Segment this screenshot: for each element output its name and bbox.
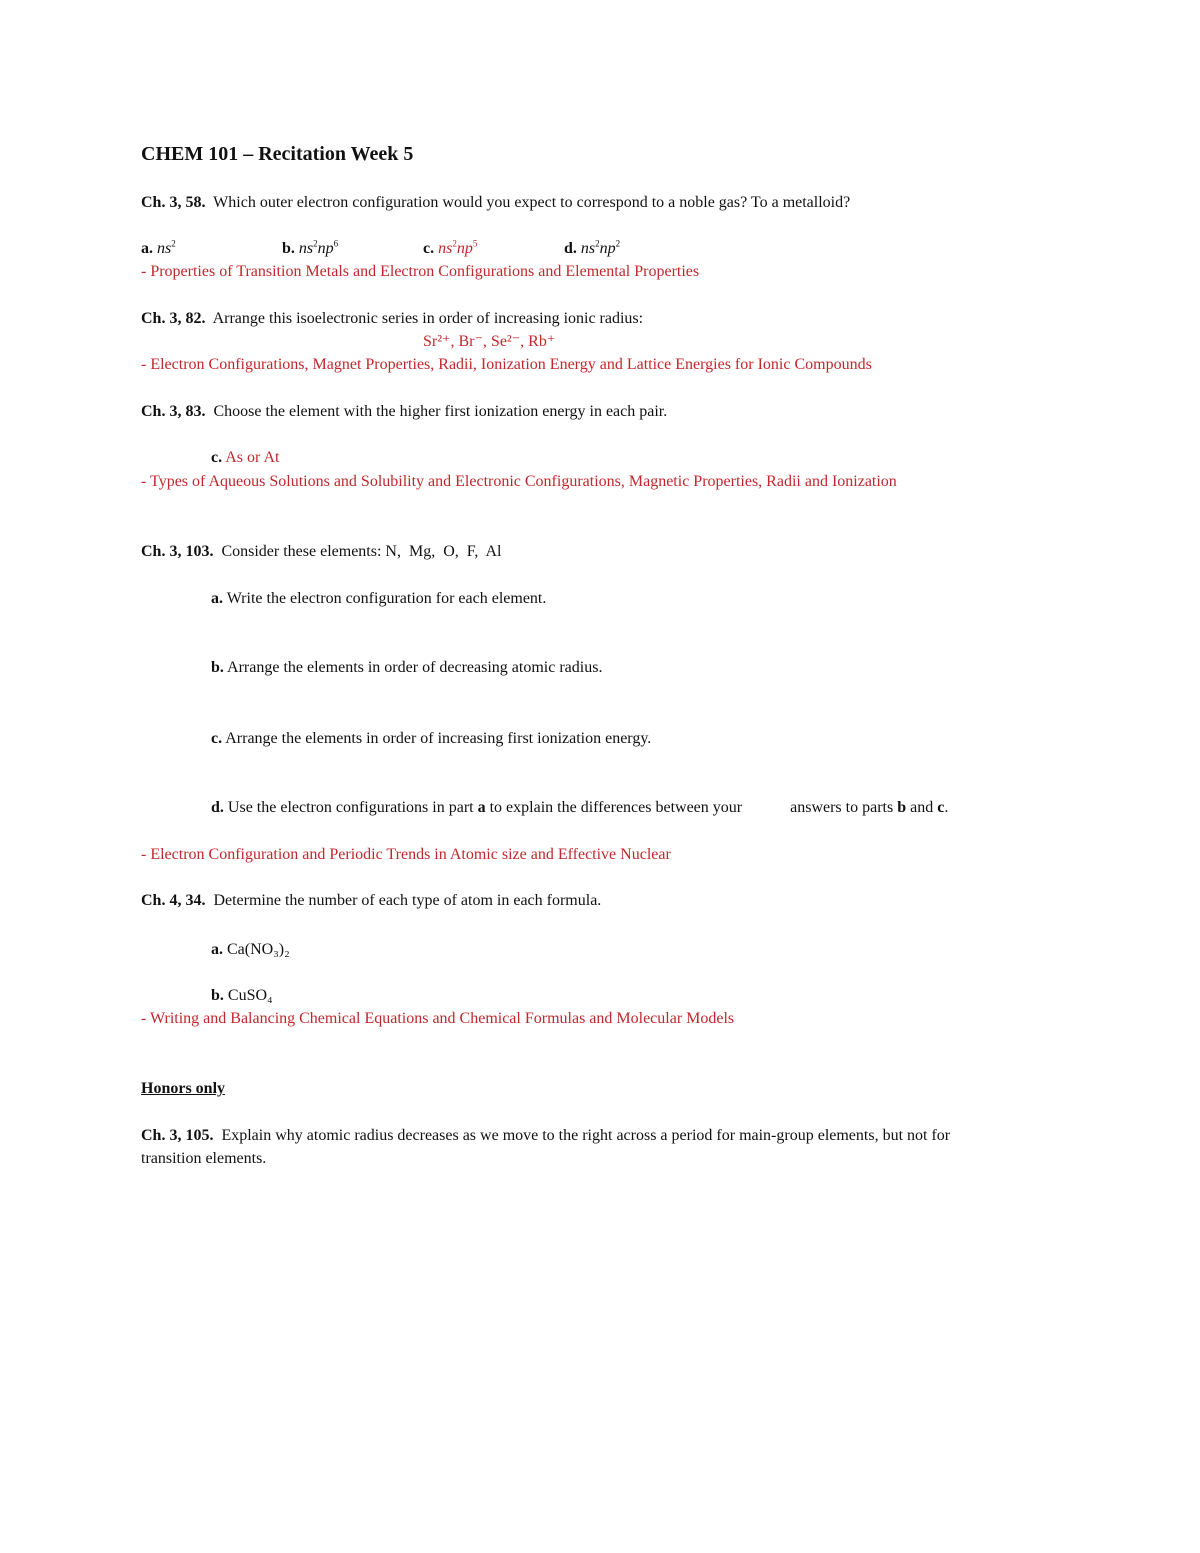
question-103-topic: - Electron Configuration and Periodic Trends in Atomic size and Effective Nuclear	[141, 846, 671, 863]
question-83-topic: - Types of Aqueous Solutions and Solubility and Electronic Configurations, Magnetic Properties, Radii and Ionization	[141, 473, 897, 490]
question-103-part-a: a. Write the electron configuration for each element.	[211, 590, 547, 607]
question-105	[141, 1126, 950, 1146]
question-103-part-c: c. Arrange the elements in order of increasing first ionization energy.	[211, 730, 652, 747]
question-34	[141, 891, 601, 911]
question-103	[141, 542, 501, 562]
question-103-label: Ch. 3, 103.	[141, 543, 214, 560]
question-83-part-c: c. As or At	[211, 449, 280, 466]
question-82	[141, 309, 643, 329]
question-34-part-b: b. CuSO₄	[211, 987, 273, 1004]
question-34-text: Determine the number of each type of atom in each formula.	[213, 892, 602, 909]
question-82-label: Ch. 3, 82.	[141, 310, 206, 327]
option-b: b. $ns^2np^6$	[282, 238, 339, 257]
question-82-series: Sr²⁺, Br⁻, Se²⁻, Rb⁺	[423, 333, 556, 350]
question-103-text: Consider these elements: N, Mg, O, F, Al	[221, 543, 502, 560]
question-82-topic: - Electron Configurations, Magnet Properties, Radii, Ionization Energy and Lattice Energies for Ionic Compounds	[141, 356, 872, 373]
honors-heading: Honors only	[141, 1080, 226, 1097]
question-103-part-b: b. Arrange the elements in order of decreasing atomic radius.	[211, 659, 603, 676]
page-title: CHEM 101 – Recitation Week 5	[141, 143, 414, 165]
question-82-text: Arrange this isoelectronic series in order of increasing ionic radius:	[212, 310, 644, 327]
question-34-part-a: a. Ca(NO₃)₂	[211, 941, 290, 958]
question-105-text-cont: transition elements.	[141, 1150, 267, 1167]
question-105-text: Explain why atomic radius decreases as we move to the right across a period for main-group elements, but not for	[221, 1127, 951, 1144]
question-105-label: Ch. 3, 105.	[141, 1127, 214, 1144]
question-34-label: Ch. 4, 34.	[141, 892, 206, 909]
option-c: c. $ns^2np^5$	[423, 238, 478, 257]
option-d: d. $ns^2np^2$	[564, 238, 621, 257]
question-58-label: Ch. 3, 58.	[141, 194, 206, 211]
option-a: a. $ns^2$	[141, 238, 176, 257]
question-83-label: Ch. 3, 83.	[141, 403, 206, 420]
question-83-text: Choose the element with the higher first ionization energy in each pair.	[213, 403, 668, 420]
question-58-topic: - Properties of Transition Metals and Electron Configurations and Elemental Properties	[141, 263, 700, 280]
question-103-part-d: d. Use the electron configurations in part a to explain the differences between your answers to parts b and c.	[211, 799, 949, 816]
question-83	[141, 402, 667, 422]
question-58-options	[141, 239, 841, 259]
question-34-topic: - Writing and Balancing Chemical Equations and Chemical Formulas and Molecular Models	[141, 1010, 735, 1027]
question-58	[141, 193, 850, 213]
question-58-text: Which outer electron configuration would you expect to correspond to a noble gas? To a metalloid?	[213, 194, 851, 211]
